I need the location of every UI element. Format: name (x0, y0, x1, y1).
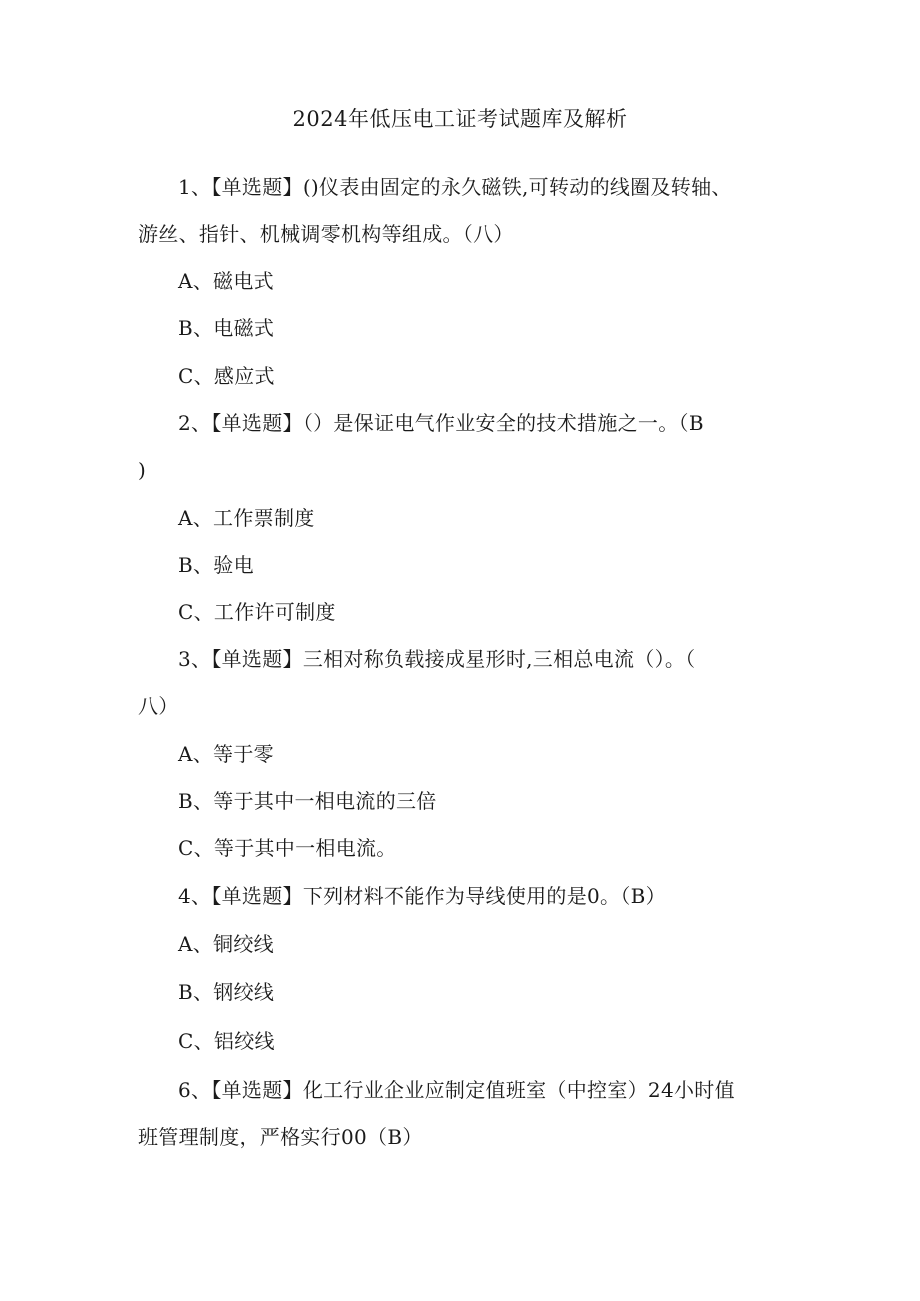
question-2-option-a: A、工作票制度 (178, 506, 315, 530)
document-title: 2024年低压电工证考试题库及解析 (292, 107, 628, 131)
question-6-line-1: 6、【单选题】化工行业企业应制定值班室（中控室）24小时值 (178, 1078, 735, 1102)
question-4-option-b: B、钢绞线 (178, 980, 275, 1004)
question-4-option-c: C、铝绞线 (178, 1029, 275, 1053)
question-1-option-a: A、磁电式 (178, 269, 274, 293)
question-3-option-b: B、等于其中一相电流的三倍 (178, 789, 437, 813)
question-2-line-1: 2、【单选题】（）是保证电气作业安全的技术措施之一。（B (178, 411, 704, 435)
question-3-option-a: A、等于零 (178, 742, 274, 766)
question-1-option-b: B、电磁式 (178, 316, 275, 340)
question-4-option-a: A、铜绞线 (178, 932, 274, 956)
question-3-line-1: 3、【单选题】三相对称负载接成星形时,三相总电流（）。（ (178, 647, 696, 671)
question-1-line-1: 1、【单选题】()仪表由固定的永久磁铁,可转动的线圈及转轴、 (178, 175, 732, 199)
question-1-line-2: 游丝、指针、机械调零机构等组成。（八） (138, 222, 514, 246)
question-1-option-c: C、感应式 (178, 364, 275, 388)
question-2-line-2: ) (138, 458, 147, 482)
question-3-line-2: 八） (138, 694, 179, 718)
question-2-option-c: C、工作许可制度 (178, 600, 336, 624)
question-3-option-c: C、等于其中一相电流。 (178, 836, 397, 860)
question-6-line-2: 班管理制度，严格实行00（B） (138, 1125, 423, 1149)
question-4-line-1: 4、【单选题】下列材料不能作为导线使用的是0。（B） (178, 884, 666, 908)
question-2-option-b: B、验电 (178, 553, 254, 577)
